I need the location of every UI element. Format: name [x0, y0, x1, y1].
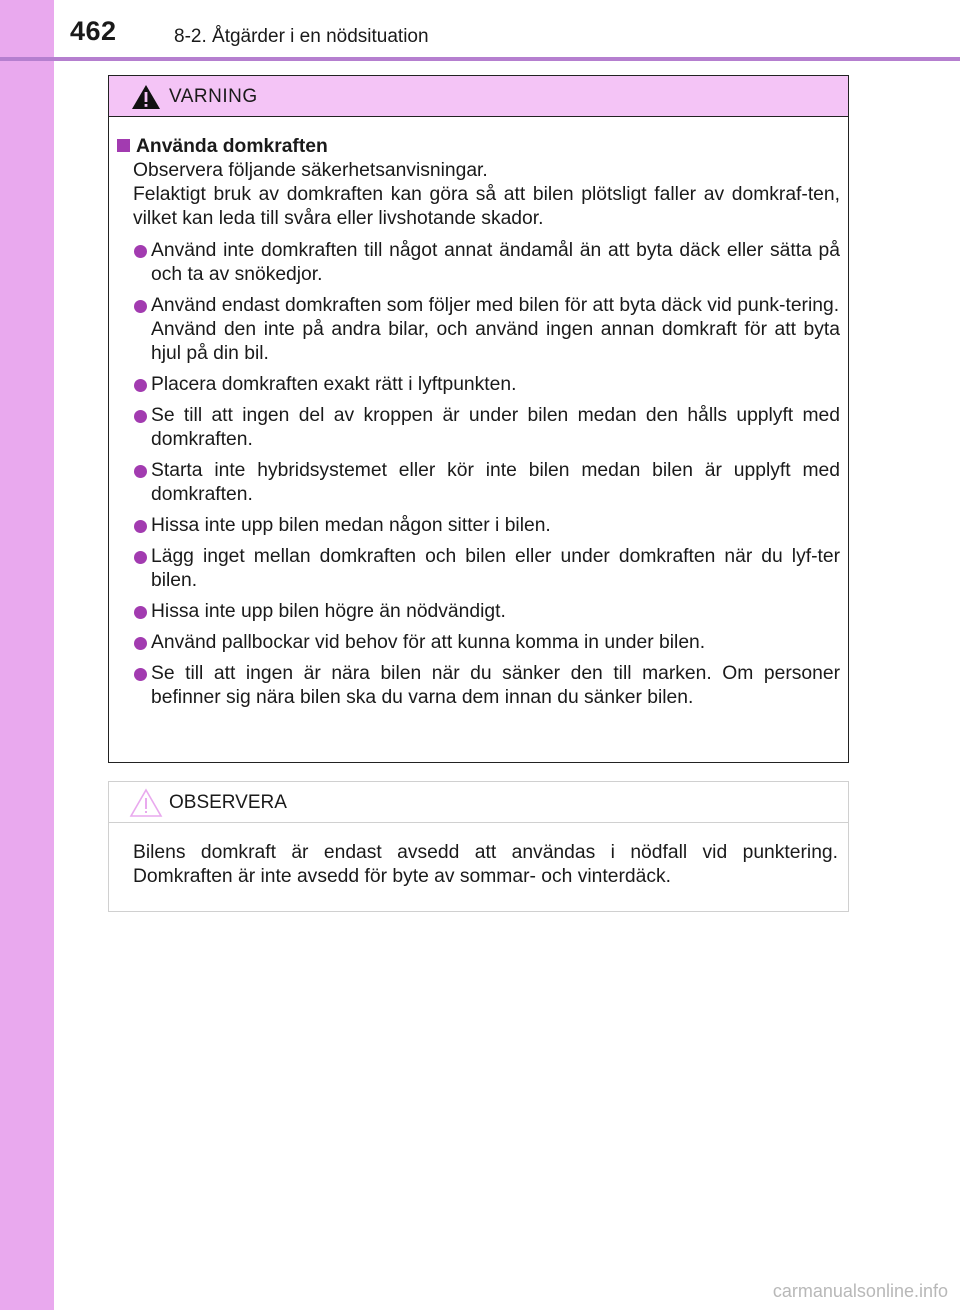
- warning-intro-line: Felaktigt bruk av domkraften kan göra så att bilen plötsligt faller av domkraf-ten, vilket kan leda till svåra eller livshotande skador.: [133, 184, 840, 229]
- list-item-text: Placera domkraften exakt rätt i lyftpunkten.: [151, 374, 517, 395]
- list-item-text: Använd inte domkraften till något annat ändamål än att byta däck eller sätta på och ta av snökedjor.: [151, 240, 840, 285]
- bullet-dot-icon: [134, 606, 147, 619]
- notice-header: [109, 782, 848, 823]
- list-item-text: Lägg inget mellan domkraften och bilen eller under domkraften när du lyf-ter bilen.: [151, 546, 840, 591]
- bullet-dot-icon: [134, 668, 147, 681]
- bullet-dot-icon: [134, 245, 147, 258]
- list-item: [117, 545, 840, 593]
- bullet-dot-icon: [134, 520, 147, 533]
- list-item: [117, 294, 840, 366]
- warning-triangle-icon: [131, 84, 161, 110]
- list-item-text: Hissa inte upp bilen högre än nödvändigt.: [151, 601, 506, 622]
- bullet-dot-icon: [134, 465, 147, 478]
- list-item-text: Använd pallbockar vid behov för att kunna komma in under bilen.: [151, 632, 706, 653]
- page-number: 462: [70, 16, 117, 46]
- notice-text: Bilens domkraft är endast avsedd att användas i nödfall vid punktering. Domkraften är inte avsedd för byte av sommar- och vinterdäck.: [133, 842, 838, 887]
- bullet-dot-icon: [134, 379, 147, 392]
- warning-subheading-text: Använda domkraften: [136, 136, 328, 157]
- warning-header: [109, 76, 848, 117]
- list-item: [117, 600, 840, 624]
- bullet-dot-icon: [134, 300, 147, 313]
- warning-intro: [117, 159, 840, 231]
- caution-outline-triangle-icon: [129, 788, 163, 818]
- header-divider: [0, 57, 960, 61]
- list-item: [117, 631, 840, 655]
- notice-body: [109, 823, 848, 889]
- list-item-text: Se till att ingen del av kroppen är under bilen medan den hålls upplyft med domkraften.: [151, 405, 840, 450]
- side-color-band: [0, 0, 54, 1310]
- list-item: [117, 459, 840, 507]
- bullet-dot-icon: [134, 637, 147, 650]
- section-title: 8-2. Åtgärder i en nödsituation: [174, 26, 429, 47]
- warning-box: [108, 75, 849, 763]
- warning-intro-line: Observera följande säkerhetsanvisningar.: [133, 160, 488, 181]
- warning-body: [109, 117, 848, 710]
- watermark: carmanualsonline.info: [772, 1281, 948, 1301]
- list-item-text: Använd den inte på andra bilar, och använd ingen annan domkraft för att byta hjul på din bil.: [151, 319, 840, 364]
- square-bullet-icon: [117, 139, 130, 152]
- bullet-dot-icon: [134, 410, 147, 423]
- warning-subheading: [117, 135, 840, 159]
- bullet-dot-icon: [134, 551, 147, 564]
- list-item: [117, 662, 840, 710]
- list-item-text: Hissa inte upp bilen medan någon sitter i bilen.: [151, 515, 551, 536]
- notice-box: [108, 781, 849, 912]
- list-item: [117, 514, 840, 538]
- list-item-text: Se till att ingen är nära bilen när du sänker den till marken. Om personer befinner sig nära bilen ska du varna dem innan du sänker bilen.: [151, 663, 840, 708]
- list-item-text: Använd endast domkraften som följer med bilen för att byta däck vid punk-tering.: [151, 295, 840, 316]
- list-item: [117, 239, 840, 287]
- list-item: [117, 404, 840, 452]
- list-item: [117, 373, 840, 397]
- list-item-text: Starta inte hybridsystemet eller kör inte bilen medan bilen är upplyft med domkraften.: [151, 460, 840, 505]
- notice-label: OBSERVERA: [169, 792, 287, 813]
- warning-label: VARNING: [169, 86, 258, 107]
